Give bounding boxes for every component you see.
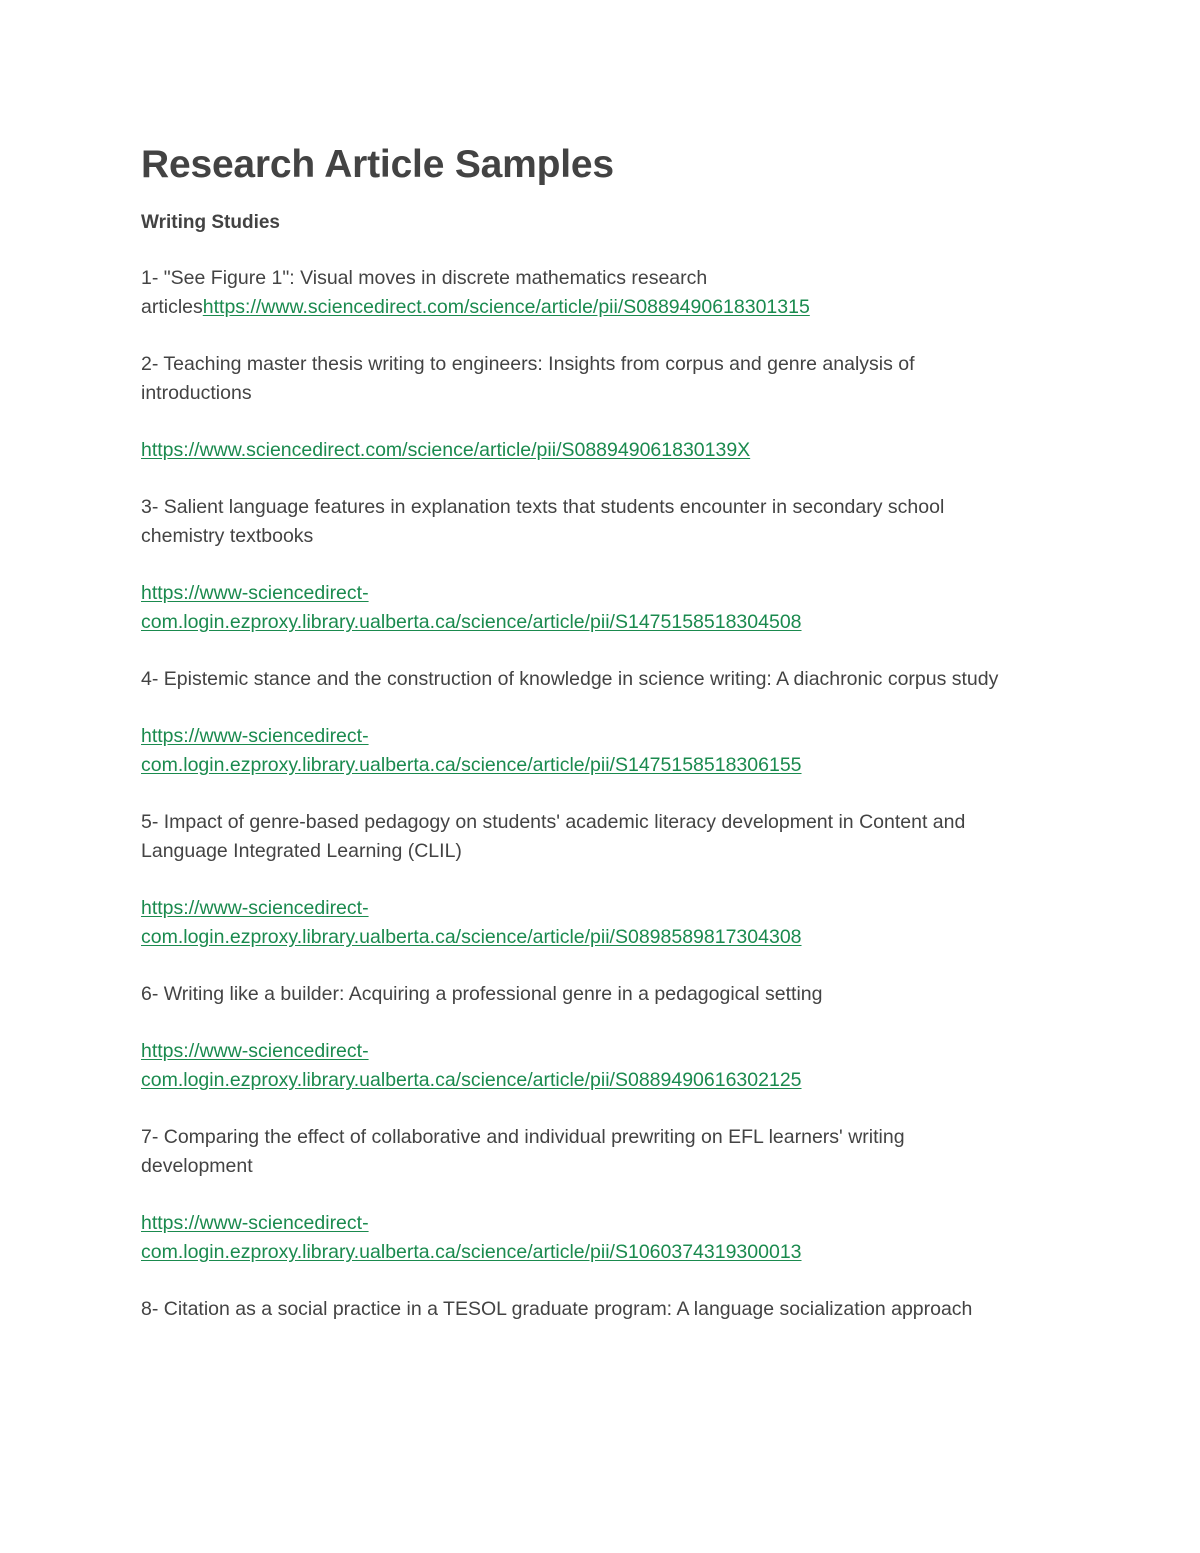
item-7-title: 7- Comparing the effect of collaborative and individual prewriting on EFL learners' writing (141, 1126, 905, 1148)
item-7-link-line-1: https://www-sciencedirect- (141, 1212, 369, 1234)
list-item-6 (141, 980, 1061, 1009)
item-5-title: 5- Impact of genre-based pedagogy on students' academic literacy development in Content and (141, 811, 966, 833)
item-5-link[interactable] (141, 894, 1061, 952)
item-1-title-cont: articles (141, 296, 203, 318)
item-4-link-line-2: com.login.ezproxy.library.ualberta.ca/science/article/pii/S1475158518306155 (141, 754, 802, 776)
list-item-2 (141, 350, 1061, 408)
item-2-link[interactable]: https://www.sciencedirect.com/science/article/pii/S088949061830139X (141, 439, 751, 461)
list-item-7 (141, 1123, 1061, 1181)
list-item-5 (141, 808, 1061, 866)
item-5-link-line-1: https://www-sciencedirect- (141, 897, 369, 919)
document-page (141, 140, 1061, 1352)
item-3-link-block (141, 579, 1061, 637)
item-2-title: 2- Teaching master thesis writing to engineers: Insights from corpus and genre analysis of (141, 353, 915, 375)
list-item-4 (141, 665, 1061, 694)
list-item-1 (141, 264, 1061, 322)
item-4-title: 4- Epistemic stance and the construction of knowledge in science writing: A diachronic corpus study (141, 668, 999, 690)
item-7-link[interactable] (141, 1209, 1061, 1267)
item-7-title-cont: development (141, 1155, 253, 1177)
item-6-link-block (141, 1037, 1061, 1095)
item-4-link-line-1: https://www-sciencedirect- (141, 725, 369, 747)
page-title: Research Article Samples (141, 143, 614, 186)
item-5-link-line-2: com.login.ezproxy.library.ualberta.ca/science/article/pii/S0898589817304308 (141, 926, 802, 948)
section-heading: Writing Studies (141, 212, 280, 233)
list-item-3 (141, 493, 1061, 551)
item-1-title: 1- "See Figure 1": Visual moves in discrete mathematics research (141, 267, 708, 289)
list-item-8 (141, 1295, 1061, 1324)
item-5-link-block (141, 894, 1061, 952)
item-8-title: 8- Citation as a social practice in a TESOL graduate program: A language socialization approach (141, 1298, 973, 1320)
item-7-link-line-2: com.login.ezproxy.library.ualberta.ca/science/article/pii/S1060374319300013 (141, 1241, 802, 1263)
item-6-link-line-2: com.login.ezproxy.library.ualberta.ca/science/article/pii/S0889490616302125 (141, 1069, 802, 1091)
item-7-link-block (141, 1209, 1061, 1267)
item-6-link-line-1: https://www-sciencedirect- (141, 1040, 369, 1062)
item-6-title: 6- Writing like a builder: Acquiring a professional genre in a pedagogical setting (141, 983, 823, 1005)
item-3-link[interactable] (141, 579, 1061, 637)
item-5-title-cont: Language Integrated Learning (CLIL) (141, 840, 462, 862)
item-4-link-block (141, 722, 1061, 780)
item-1-link[interactable]: https://www.sciencedirect.com/science/article/pii/S0889490618301315 (202, 296, 810, 318)
item-3-link-line-2: com.login.ezproxy.library.ualberta.ca/science/article/pii/S1475158518304508 (141, 611, 802, 633)
item-3-link-line-1: https://www-sciencedirect- (141, 582, 369, 604)
item-2-title-cont: introductions (141, 382, 252, 404)
item-2-link-block (141, 436, 1061, 465)
item-3-title: 3- Salient language features in explanation texts that students encounter in secondary school (141, 496, 945, 518)
item-6-link[interactable] (141, 1037, 1061, 1095)
item-4-link[interactable] (141, 722, 1061, 780)
item-3-title-cont: chemistry textbooks (141, 525, 314, 547)
